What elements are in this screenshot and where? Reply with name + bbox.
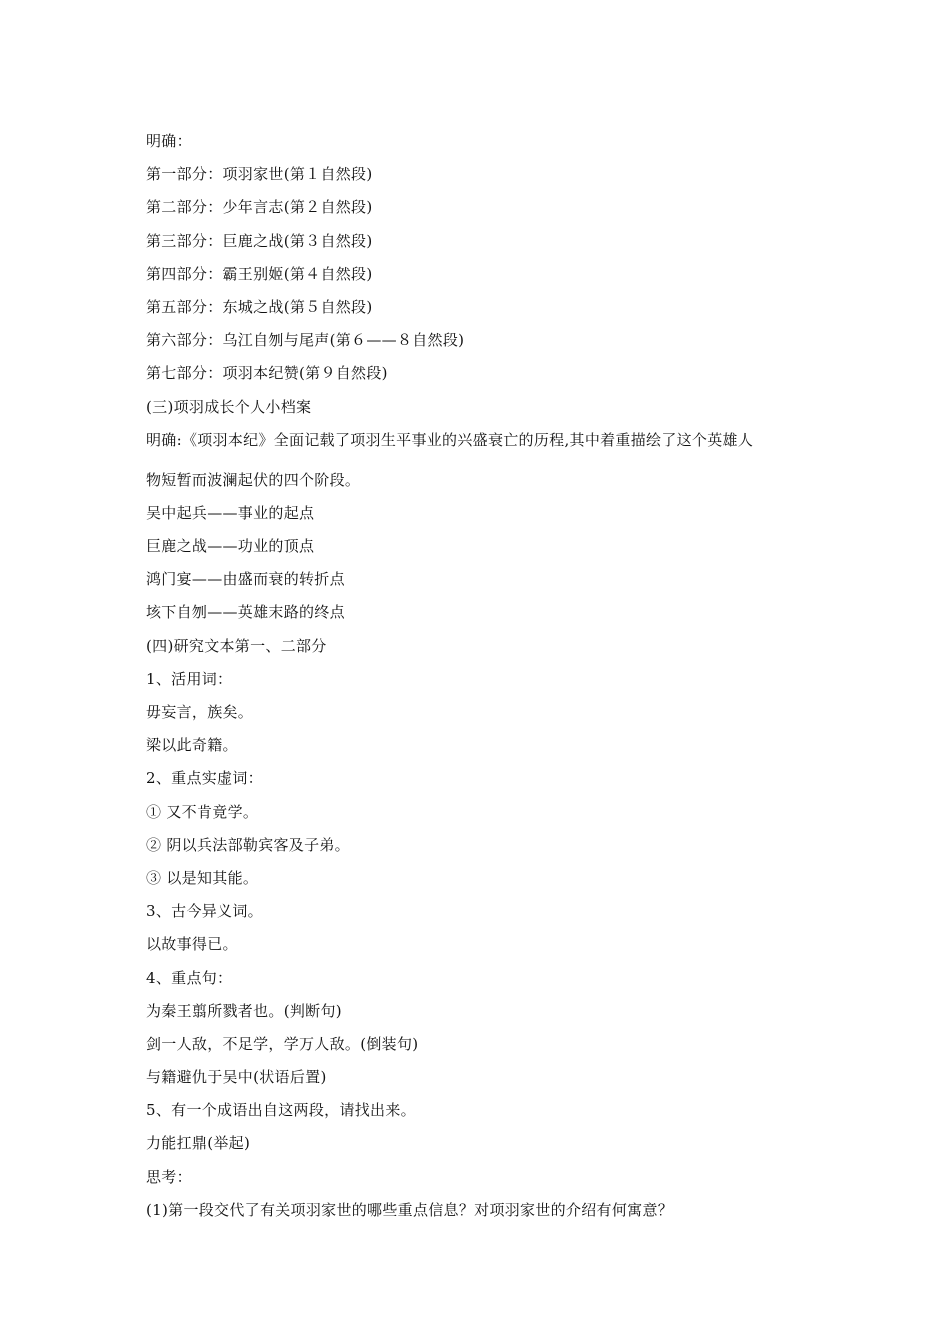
text-line: 吴中起兵——事业的起点 xyxy=(146,503,315,522)
text-line: 剑一人敌，不足学，学万人敌。(倒装句) xyxy=(146,1034,419,1053)
text-line: 第一部分：项羽家世(第１自然段) xyxy=(146,165,373,184)
section-heading: (四)研究文本第一、二部分 xyxy=(146,636,327,655)
text-line: 明确： xyxy=(146,132,192,150)
section-heading: (三)项羽成长个人小档案 xyxy=(146,397,312,416)
paragraph-line: 明确:《项羽本纪》全面记载了项羽生平事业的兴盛衰亡的历程,其中着重描绘了这个英雄人 xyxy=(146,430,754,449)
text-line: 第四部分：霸王别姬(第４自然段) xyxy=(146,264,373,283)
text-line: 鸿门宴——由盛而衰的转折点 xyxy=(146,570,345,589)
text-line: 2、重点实虚词： xyxy=(146,769,263,788)
text-line: 力能扛鼎(举起) xyxy=(146,1134,251,1153)
text-line: 梁以此奇籍。 xyxy=(146,736,238,755)
text-line: ② 阴以兵法部勒宾客及子弟。 xyxy=(146,835,350,854)
text-line: 第二部分：少年言志(第２自然段) xyxy=(146,198,373,217)
text-line: 垓下自刎——英雄末路的终点 xyxy=(146,603,345,622)
text-line: 巨鹿之战——功业的顶点 xyxy=(146,537,315,556)
text-line: 第七部分：项羽本纪赞(第９自然段) xyxy=(146,364,388,383)
text-line: ③ 以是知其能。 xyxy=(146,868,259,887)
text-line: 与籍避仇于吴中(状语后置) xyxy=(146,1068,327,1087)
text-line: 第五部分：东城之战(第５自然段) xyxy=(146,297,373,316)
text-line: 第三部分：巨鹿之战(第３自然段) xyxy=(146,231,373,250)
paragraph-line: 物短暂而波澜起伏的四个阶段。 xyxy=(146,470,361,489)
text-line: 第六部分：乌江自刎与尾声(第６——８自然段) xyxy=(146,331,465,350)
document-body xyxy=(146,125,826,1227)
text-line: 为秦王翦所戮者也。(判断句) xyxy=(146,1001,342,1020)
text-line: ① 又不肯竟学。 xyxy=(146,802,259,821)
text-line: 5、有一个成语出自这两段，请找出来。 xyxy=(146,1101,416,1120)
text-line: 以故事得已。 xyxy=(146,935,238,954)
text-line: 3、古今异义词。 xyxy=(146,902,263,921)
text-line: 毋妄言，族矣。 xyxy=(146,703,254,721)
text-line: 1、活用词： xyxy=(146,669,233,688)
text-line: (1)第一段交代了有关项羽家世的哪些重点信息？对项羽家世的介绍有何寓意？ xyxy=(146,1200,674,1219)
text-line: 思考： xyxy=(146,1167,192,1186)
text-line: 4、重点句： xyxy=(146,968,233,987)
